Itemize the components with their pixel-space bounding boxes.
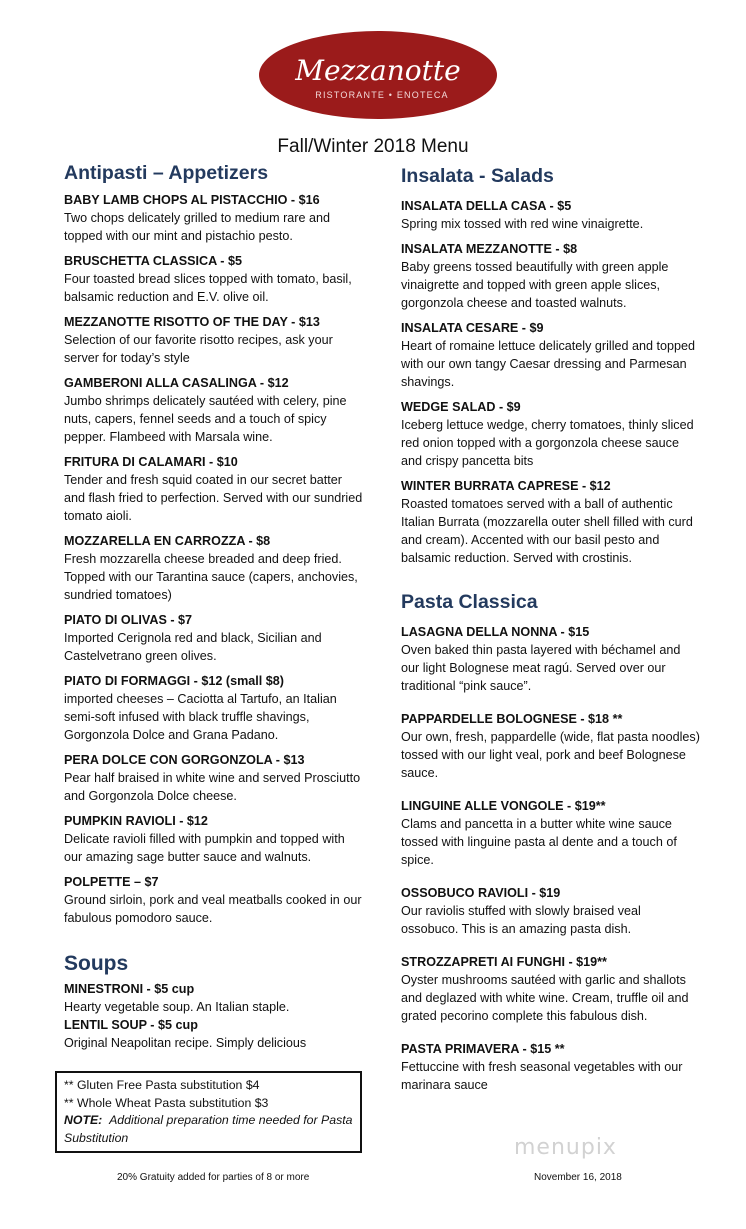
item-desc: Tender and fresh squid coated in our secret batter and flash fried to perfection. Served with our sundried tomato aioli. — [64, 473, 363, 523]
item-name: BABY LAMB CHOPS AL PISTACCHIO - $16 — [64, 193, 320, 207]
menu-item — [64, 313, 366, 367]
restaurant-logo — [258, 30, 498, 120]
item-desc: Pear half braised in white wine and served Prosciutto and Gorgonzola Dolce cheese. — [64, 771, 361, 803]
item-desc: Fettuccine with fresh seasonal vegetables with our marinara sauce — [401, 1060, 683, 1092]
item-name: LASAGNA DELLA NONNA - $15 — [401, 625, 590, 639]
item-name: MINESTRONI - $5 cup — [64, 982, 195, 996]
menu-item — [64, 672, 366, 744]
item-desc: Our own, fresh, pappardelle (wide, flat pasta noodles) tossed with our light veal, pork and beef Bolognese sauce. — [401, 730, 700, 780]
item-desc: Selection of our favorite risotto recipes, ask your server for today’s style — [64, 333, 333, 365]
item-name: WINTER BURRATA CAPRESE - $12 — [401, 479, 611, 493]
item-desc: Oven baked thin pasta layered with béchamel and our light Bolognese meat ragú. Served over our traditional “pink sauce”. — [401, 643, 681, 693]
whole-wheat-note: ** Whole Wheat Pasta substitution $3 — [64, 1095, 269, 1110]
item-desc: Heart of romaine lettuce delicately grilled and topped with our own tangy Caesar dressing and Parmesan shavings. — [401, 339, 696, 389]
soups-heading: Soups — [64, 952, 129, 975]
antipasti-heading: Antipasti – Appetizers — [64, 162, 269, 184]
item-desc: Spring mix tossed with red wine vinaigrette. — [401, 217, 644, 231]
menu-item — [64, 751, 366, 805]
menu-item — [64, 873, 366, 927]
gluten-free-note: ** Gluten Free Pasta substitution $4 — [64, 1078, 260, 1092]
menu-date: November 16, 2018 — [534, 1172, 622, 1183]
pasta-substitution-notes — [55, 1071, 362, 1153]
menu-item — [401, 197, 701, 233]
item-name: MOZZARELLA EN CARROZZA - $8 — [64, 534, 271, 548]
gratuity-note: 20% Gratuity added for parties of 8 or more — [117, 1172, 310, 1183]
item-desc: Baby greens tossed beautifully with green apple vinaigrette and topped with green apple slices, gorgonzola cheese and toasted walnuts. — [401, 260, 669, 310]
item-desc: Fresh mozzarella cheese breaded and deep fried. Topped with our Tarantina sauce (capers, anchovies, sundried tomatoes) — [64, 552, 358, 602]
item-desc: Imported Cerignola red and black, Sicilian and Castelvetrano green olives. — [64, 631, 322, 663]
item-desc: Hearty vegetable soup. An Italian staple. — [64, 1000, 290, 1014]
pasta-heading: Pasta Classica — [401, 591, 538, 613]
item-desc: Ground sirloin, pork and veal meatballs cooked in our fabulous pomodoro sauce. — [64, 893, 362, 925]
item-name: PASTA PRIMAVERA - $15 ** — [401, 1042, 565, 1056]
item-name: BRUSCHETTA CLASSICA - $5 — [64, 254, 242, 268]
item-desc: Our raviolis stuffed with slowly braised veal ossobuco. This is an amazing pasta dish. — [401, 904, 641, 936]
soup-item — [64, 980, 366, 1016]
item-desc: Iceberg lettuce wedge, cherry tomatoes, thinly sliced red onion topped with a gorgonzola cheese sauce and crispy pancetta bits — [401, 418, 694, 468]
menupix-watermark: menupix — [514, 1135, 617, 1160]
item-name: INSALATA MEZZANOTTE - $8 — [401, 242, 578, 256]
item-desc: Delicate ravioli filled with pumpkin and topped with our amazing sage butter sauce and walnuts. — [64, 832, 345, 864]
note-label: NOTE: — [64, 1113, 103, 1127]
note-text: Additional preparation time needed for Pasta Substitution — [64, 1113, 353, 1145]
menu-item — [64, 453, 366, 525]
logo-oval — [258, 30, 498, 120]
item-desc: Four toasted bread slices topped with tomato, basil, balsamic reduction and E.V. olive oil. — [64, 272, 352, 304]
item-name: POLPETTE – $7 — [64, 875, 159, 889]
menu-item — [64, 252, 366, 306]
left-column — [64, 160, 366, 1052]
item-name: INSALATA DELLA CASA - $5 — [401, 199, 572, 213]
menu-item — [401, 240, 701, 312]
item-name: LENTIL SOUP - $5 cup — [64, 1018, 198, 1032]
item-name: INSALATA CESARE - $9 — [401, 321, 544, 335]
item-name: MEZZANOTTE RISOTTO OF THE DAY - $13 — [64, 315, 320, 329]
item-desc: Roasted tomatoes served with a ball of authentic Italian Burrata (mozzarella outer shell filled with curd and cream). Accented with our basil pesto and balsamic reduction. Served with crostinis. — [401, 497, 693, 565]
menu-item — [401, 398, 701, 470]
menu-item — [401, 953, 701, 1025]
item-desc: Clams and pancetta in a butter white wine sauce tossed with linguine pasta al dente and a touch of spice. — [401, 817, 677, 867]
item-name: FRITURA DI CALAMARI - $10 — [64, 455, 238, 469]
item-name: PERA DOLCE CON GORGONZOLA - $13 — [64, 753, 305, 767]
item-desc: Original Neapolitan recipe. Simply delicious — [64, 1036, 307, 1050]
menu-item — [64, 611, 366, 665]
menu-item — [401, 1040, 701, 1094]
menu-item — [64, 532, 366, 604]
menu-item — [401, 623, 701, 695]
insalata-heading: Insalata - Salads — [401, 165, 554, 187]
item-desc: Two chops delicately grilled to medium rare and topped with our mint and pistachio pesto. — [64, 211, 330, 243]
item-desc: Oyster mushrooms sautéed with garlic and shallots and deglazed with white wine. Cream, truffle oil and grated pecorino complete this fabulous dish. — [401, 973, 689, 1023]
item-desc: Jumbo shrimps delicately sautéed with celery, pine nuts, capers, fennel seeds and a touch of spicy pepper. Flambeed with Marsala wine. — [64, 394, 347, 444]
logo-name: Mezzanotte — [295, 54, 461, 87]
menu-title: Fall/Winter 2018 Menu — [277, 136, 469, 157]
logo-tagline: RISTORANTE • ENOTECA — [315, 90, 449, 100]
item-name: OSSOBUCO RAVIOLI - $19 — [401, 886, 561, 900]
menu-item — [401, 319, 701, 391]
item-desc: imported cheeses – Caciotta al Tartufo, an Italian semi-soft infused with black truffle shavings, Gorgonzola Dolce and Grana Padano. — [64, 692, 337, 742]
menu-item — [64, 191, 366, 245]
menu-item — [401, 797, 701, 869]
item-name: PIATO DI OLIVAS - $7 — [64, 613, 193, 627]
item-name: GAMBERONI ALLA CASALINGA - $12 — [64, 376, 289, 390]
item-name: WEDGE SALAD - $9 — [401, 400, 521, 414]
preparation-note — [64, 1112, 353, 1147]
item-name: STROZZAPRETI AI FUNGHI - $19** — [401, 955, 607, 969]
menu-item — [64, 374, 366, 446]
item-name: LINGUINE ALLE VONGOLE - $19** — [401, 799, 606, 813]
item-name: PIATO DI FORMAGGI - $12 (small $8) — [64, 674, 284, 688]
menu-item — [401, 710, 701, 782]
menu-item — [401, 884, 701, 938]
item-name: PUMPKIN RAVIOLI - $12 — [64, 814, 208, 828]
menu-item — [64, 812, 366, 866]
item-name: PAPPARDELLE BOLOGNESE - $18 ** — [401, 712, 623, 726]
right-column — [401, 163, 701, 1094]
soup-item — [64, 1016, 366, 1052]
menu-item — [401, 477, 701, 567]
